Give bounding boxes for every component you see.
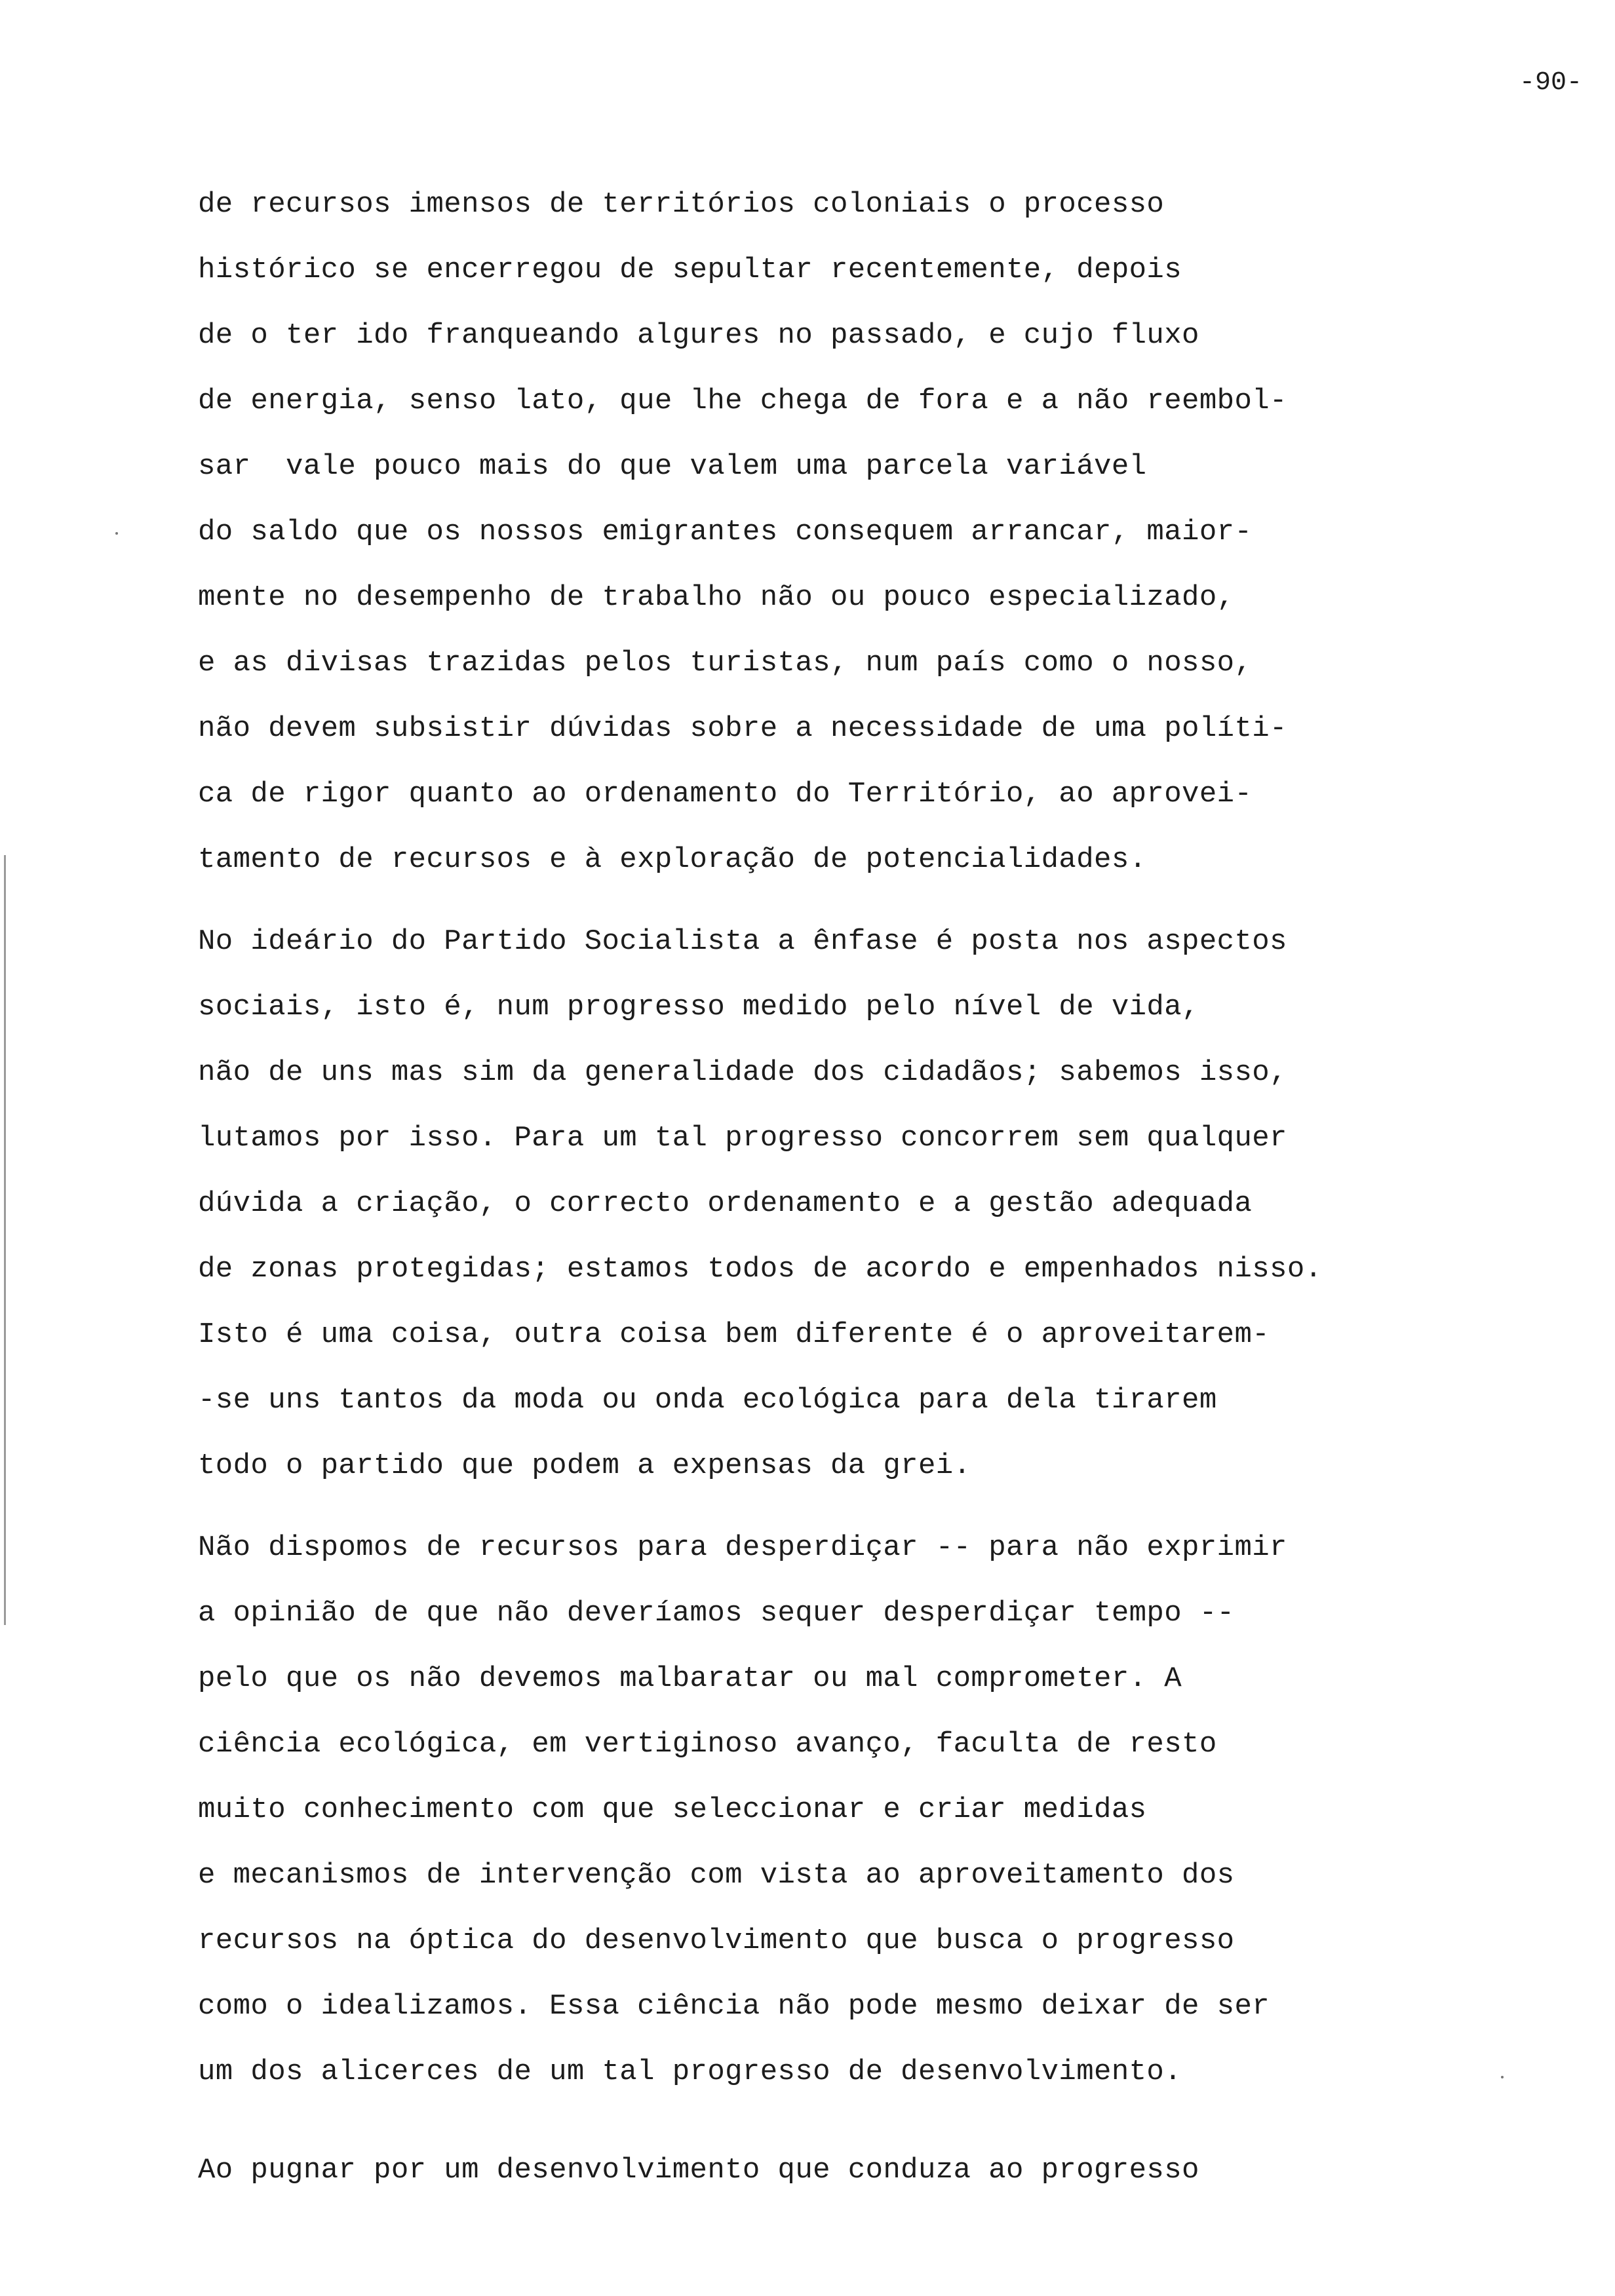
text-line: ca de rigor quanto ao ordenamento do Território, ao aprovei- [198, 778, 1253, 811]
text-line: um dos alicerces de um tal progresso de desenvolvimento. [198, 2056, 1182, 2088]
scan-speck [115, 532, 118, 535]
text-line: mente no desempenho de trabalho não ou pouco especializado, [198, 581, 1235, 614]
text-line: como o idealizamos. Essa ciência não pode mesmo deixar de ser [198, 1990, 1270, 2023]
text-line: No ideário do Partido Socialista a ênfase é posta nos aspectos [198, 925, 1287, 958]
text-line: todo o partido que podem a expensas da grei. [198, 1449, 971, 1482]
text-line: do saldo que os nossos emigrantes consequem arrancar, maior- [198, 516, 1253, 548]
page-number: -90- [1519, 68, 1583, 98]
text-line: muito conhecimento com que seleccionar e criar medidas [198, 1793, 1147, 1826]
text-line: não devem subsistir dúvidas sobre a necessidade de uma políti- [198, 712, 1287, 745]
text-line: histórico se encerregou de sepultar recentemente, depois [198, 254, 1182, 286]
text-line: de o ter ido franqueando algures no passado, e cujo fluxo [198, 319, 1199, 352]
text-line: pelo que os não devemos malbaratar ou mal comprometer. A [198, 1662, 1182, 1695]
text-line: lutamos por isso. Para um tal progresso concorrem sem qualquer [198, 1122, 1287, 1155]
scan-speck [1501, 2076, 1504, 2078]
text-line: não de uns mas sim da generalidade dos cidadãos; sabemos isso, [198, 1056, 1287, 1089]
text-line: a opinião de que não deveríamos sequer desperdiçar tempo -- [198, 1597, 1235, 1630]
text-line: sociais, isto é, num progresso medido pelo nível de vida, [198, 991, 1199, 1024]
text-line: -se uns tantos da moda ou onda ecológica para dela tirarem [198, 1384, 1217, 1417]
text-line: Ao pugnar por um desenvolvimento que conduza ao progresso [198, 2154, 1199, 2187]
text-line: Não dispomos de recursos para desperdiçar -- para não exprimir [198, 1531, 1287, 1564]
text-line: de recursos imensos de territórios coloniais o processo [198, 188, 1165, 221]
text-line: e as divisas trazidas pelos turistas, num país como o nosso, [198, 647, 1253, 679]
text-line: Isto é uma coisa, outra coisa bem diferente é o aproveitarem- [198, 1318, 1270, 1351]
text-line: ciência ecológica, em vertiginoso avanço, faculta de resto [198, 1728, 1217, 1761]
text-line: e mecanismos de intervenção com vista ao aproveitamento dos [198, 1859, 1235, 1892]
text-line: sar vale pouco mais do que valem uma parcela variável [198, 450, 1147, 483]
text-line: dúvida a criação, o correcto ordenamento e a gestão adequada [198, 1187, 1253, 1220]
text-line: recursos na óptica do desenvolvimento que busca o progresso [198, 1924, 1235, 1957]
scan-margin-line [4, 855, 6, 1625]
text-line: de zonas protegidas; estamos todos de acordo e empenhados nisso. [198, 1253, 1323, 1286]
text-line: de energia, senso lato, que lhe chega de fora e a não reembol- [198, 385, 1287, 417]
text-line: tamento de recursos e à exploração de potencialidades. [198, 843, 1147, 876]
